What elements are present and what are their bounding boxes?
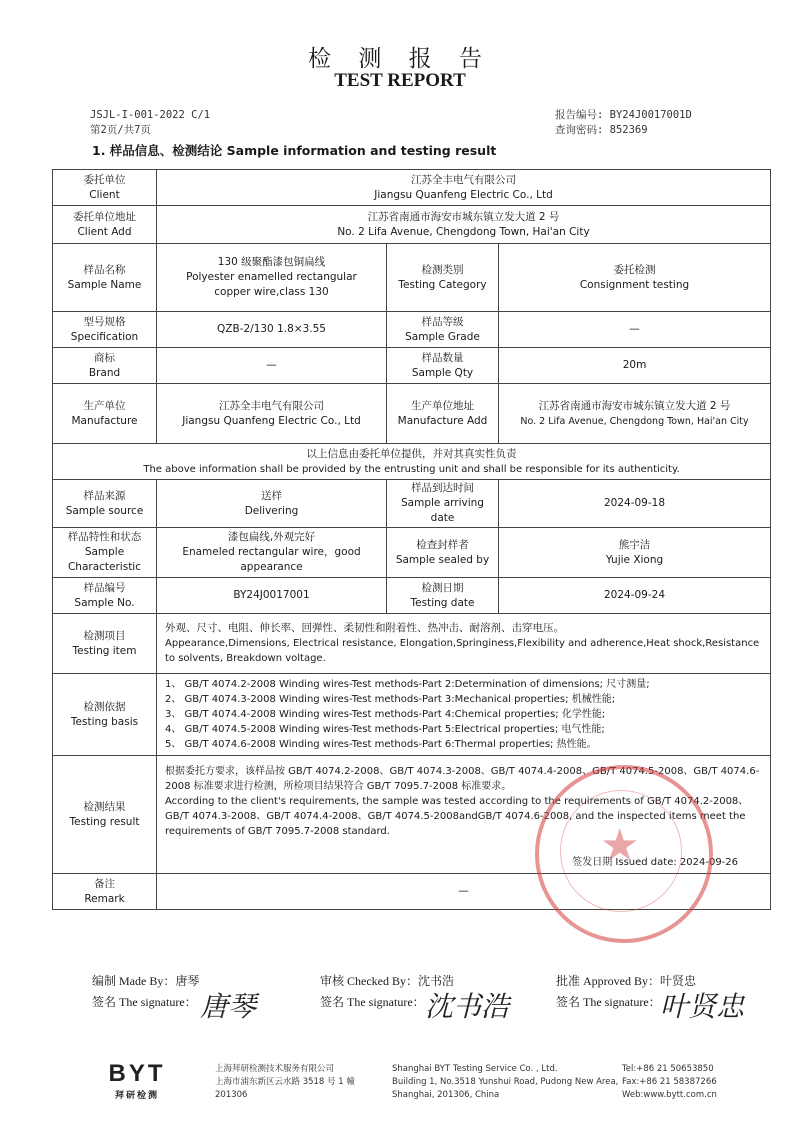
source-value: 送样 Delivering — [157, 480, 387, 528]
char-value: 漆包扁线,外观完好 Enameled rectangular wire，good appearance — [157, 528, 387, 578]
client-add-label: 委托单位地址 Client Add — [53, 206, 157, 244]
signature-label-1: 签名 The signature： — [92, 995, 197, 1009]
sample-name-label: 样品名称 Sample Name — [53, 244, 157, 312]
logo-text: BYT — [108, 1060, 166, 1087]
title-en: TEST REPORT — [334, 70, 466, 91]
basis-value — [157, 674, 771, 756]
spec-value: QZB-2/130 1.8×3.55 — [157, 312, 387, 348]
table-row — [53, 528, 771, 578]
basis-item: 5、 GB/T 4074.6-2008 Winding wires-Test methods-Part 6:Thermal properties; 热性能。 — [165, 739, 597, 750]
footer-fax: Fax:+86 21 58387266 — [622, 1077, 717, 1087]
footer-contact — [622, 1063, 717, 1102]
qty-label: 样品数量 Sample Qty — [387, 348, 499, 384]
table-row — [53, 614, 771, 674]
test-date-value: 2024-09-24 — [499, 578, 771, 614]
result-label: 检测结果 Testing result — [53, 756, 157, 874]
client-add-value: 江苏省南通市海安市城东镇立发大道 2 号 No. 2 Lifa Avenue, Chengdong Town, Hai'an City — [157, 206, 771, 244]
arrive-value: 2024-09-18 — [499, 480, 771, 528]
remark-label: 备注 Remark — [53, 874, 157, 910]
signature-made-by: 唐琴 — [200, 990, 257, 1023]
title-cn: 检 测 报 告 — [308, 46, 492, 72]
signature-label-3: 签名 The signature： — [556, 995, 661, 1009]
company-logo — [92, 1060, 182, 1101]
grade-label: 样品等级 Sample Grade — [387, 312, 499, 348]
manufacture-add-value: 江苏省南通市海安市城东镇立发大道 2 号 No. 2 Lifa Avenue, Chengdong Town, Hai'an City — [499, 384, 771, 444]
basis-item: 1、 GB/T 4074.2-2008 Winding wires-Test methods-Part 2:Determination of dimensions; 尺寸测量; — [165, 679, 650, 690]
manufacture-value: 江苏全丰电气有限公司 Jiangsu Quanfeng Electric Co., Ltd — [157, 384, 387, 444]
client-value: 江苏全丰电气有限公司 Jiangsu Quanfeng Electric Co., Ltd — [157, 170, 771, 206]
spec-label: 型号规格 Specification — [53, 312, 157, 348]
grade-value: — — [499, 312, 771, 348]
table-row — [53, 206, 771, 244]
table-row — [53, 578, 771, 614]
category-value: 委托检测 Consignment testing — [499, 244, 771, 312]
basis-item: 3、 GB/T 4074.4-2008 Winding wires-Test methods-Part 4:Chemical properties; 化学性能; — [165, 709, 606, 720]
made-by: 编制 Made By：唐琴 — [92, 974, 200, 988]
table-row — [53, 312, 771, 348]
brand-value: — — [157, 348, 387, 384]
query-code: 查询密码: 852369 — [555, 124, 648, 136]
sample-no-label: 样品编号 Sample No. — [53, 578, 157, 614]
sealer-value: 熊宇洁 Yujie Xiong — [499, 528, 771, 578]
signature-checked-by: 沈书浩 — [425, 990, 510, 1023]
test-date-label: 检测日期 Testing date — [387, 578, 499, 614]
sample-no-value: BY24J0017001 — [157, 578, 387, 614]
seal-star-icon: ★ — [600, 820, 640, 871]
arrive-label: 样品到达时间 Sample arriving date — [387, 480, 499, 528]
table-row — [53, 480, 771, 528]
doc-code: JSJL-I-001-2022 C/1 — [90, 109, 211, 121]
sealer-label: 检查封样者 Sample sealed by — [387, 528, 499, 578]
page-info: 第2页/共7页 — [90, 124, 151, 136]
table-row — [53, 674, 771, 756]
signature-approved-by: 叶贤忠 — [660, 990, 745, 1023]
sample-name-value: 130 级聚酯漆包铜扁线 Polyester enamelled rectangular copper wire,class 130 — [157, 244, 387, 312]
section-title: 1. 样品信息、检测结论 Sample information and testing result — [92, 143, 497, 158]
manufacture-label: 生产单位 Manufacture — [53, 384, 157, 444]
table-row — [53, 444, 771, 480]
table-row — [53, 348, 771, 384]
basis-item: 2、 GB/T 4074.3-2008 Winding wires-Test methods-Part 3:Mechanical properties; 机械性能; — [165, 694, 616, 705]
basis-label: 检测依据 Testing basis — [53, 674, 157, 756]
result-value: 根据委托方要求，该样品按 GB/T 4074.2-2008、GB/T 4074.3-2008、GB/T 4074.4-2008、GB/T 4074.5-2008、GB/T 4074.6-2008 标准要求进行检测，所检项目结果符合 GB/T 7095.7-2008 标准要求。 According to the client's requirements, the sample was tested according to the requirements of GB/T 4074.2-2008、GB/T 4074.3-2008、GB/T 4074.4-2008、GB/T 4074.5-2008andGB/T 4074.6-2008, and the inspected items meet the requirements of GB/T 7095.7-2008 standard. 签发日期 Issued date: 2024-09-26 — [157, 756, 771, 874]
table-row — [53, 384, 771, 444]
notice: 以上信息由委托单位提供，并对其真实性负责 The above information shall be provided by the entrusting unit and shall be responsible for its authenticity. — [53, 444, 771, 480]
source-label: 样品来源 Sample source — [53, 480, 157, 528]
items-label: 检测项目 Testing item — [53, 614, 157, 674]
brand-label: 商标 Brand — [53, 348, 157, 384]
table-row — [53, 170, 771, 206]
remark-value: — — [157, 874, 771, 910]
footer-en: Shanghai BYT Testing Service Co. , Ltd. Building 1, No.3518 Yunshui Road, Pudong New Area, Shanghai, 201306, China — [392, 1064, 619, 1100]
issue-date: 签发日期 Issued date: 2024-09-26 — [572, 857, 739, 868]
footer-cn: 上海拜研检测技术服务有限公司 上海市浦东新区云水路 3518 号 1 幢 201306 — [215, 1064, 355, 1100]
approved-by: 批准 Approved By：叶贤忠 — [556, 974, 696, 988]
category-label: 检测类别 Testing Category — [387, 244, 499, 312]
char-label: 样品特性和状态 Sample Characteristic — [53, 528, 157, 578]
signature-label-2: 签名 The signature： — [320, 995, 425, 1009]
checked-by: 审核 Checked By：沈书浩 — [320, 974, 454, 988]
basis-item: 4、 GB/T 4074.5-2008 Winding wires-Test methods-Part 5:Electrical properties; 电气性能; — [165, 724, 605, 735]
manufacture-add-label: 生产单位地址 Manufacture Add — [387, 384, 499, 444]
items-value: 外观、尺寸、电阻、伸长率、回弹性、柔韧性和附着性、热冲击、耐溶剂、击穿电压。 Appearance,Dimensions, Electrical resistance, Elongation,Springiness,Flexibility and adherence,Heat shock,Resistance to solvents, Breakdown voltage. — [157, 614, 771, 674]
logo-sub: 拜研检测 — [114, 1091, 159, 1101]
client-label: 委托单位 Client — [53, 170, 157, 206]
qty-value: 20m — [499, 348, 771, 384]
report-no: 报告编号: BY24J0017001D — [555, 109, 692, 121]
footer-tel: Tel:+86 21 50653850 — [622, 1064, 714, 1074]
footer-web[interactable]: Web:www.bytt.com.cn — [622, 1090, 717, 1100]
table-row — [53, 244, 771, 312]
